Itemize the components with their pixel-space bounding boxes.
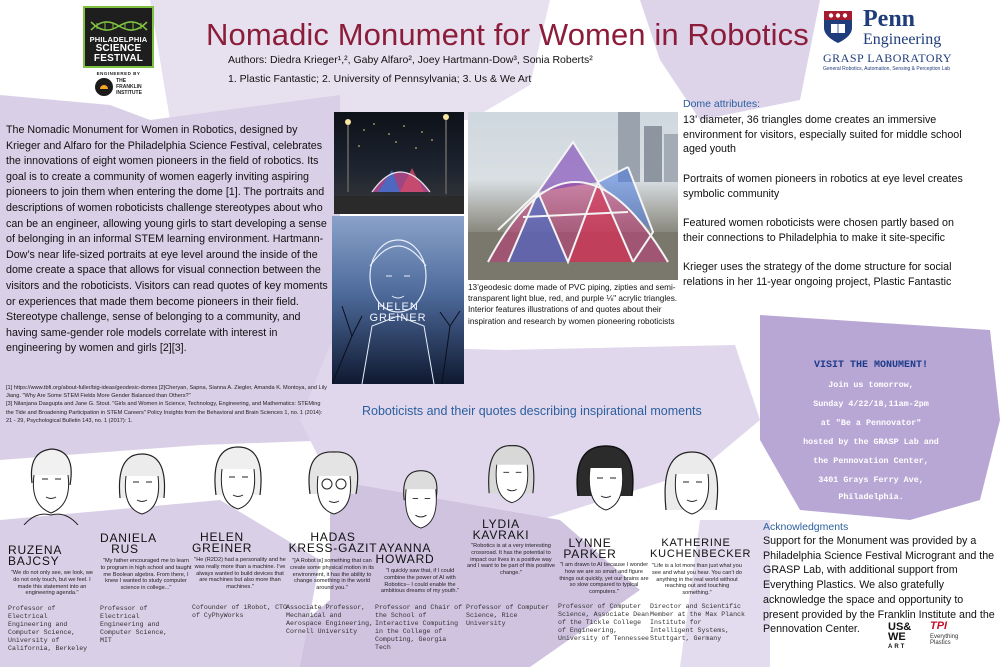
grasp-lab-subtitle: General Robotics, Automation, Sensing & Perception Lab	[823, 66, 951, 72]
parker-portrait-sketch	[572, 444, 638, 524]
penn-engineering-wordmark: Engineering	[863, 31, 942, 48]
visit-line-2: Sunday 4/22/18,11am-2pm	[813, 399, 929, 409]
franklin-line1: THE	[116, 78, 127, 84]
everything-plastics-logo: Everything Plastics	[930, 634, 959, 646]
roboticist-kress-gazit	[286, 448, 378, 667]
roboticist-greiner	[192, 443, 288, 667]
dome-photo-caption: 13’geodesic dome made of PVC piping, zipties and semi-transparent light blue, red, and purple ⅛" acrylic triangles. Interior features illustrations of and quotes about their inspiration and research by women pioneering roboticists	[468, 283, 678, 326]
penn-wordmark: Penn	[863, 6, 916, 32]
engineered-by-label: ENGINEERED BY	[96, 71, 141, 76]
franklin-line2: FRANKLIN	[116, 84, 142, 90]
helen-greiner-portrait-photo	[332, 216, 464, 384]
acknowledgments-text: Support for the Monument was provided by a Philadelphia Science Festival Microgrant and the GRASP Lab, with additional support from Everything Plastics. We also gratefully acknowledge the space and opportunity to present provided by the Franklin Institute and the Pennovation Center.	[763, 535, 995, 636]
bajcsy-last-name: BAJCSY	[8, 554, 60, 568]
parker-last-name: PARKER	[563, 547, 617, 561]
acknowledgments-heading: Acknowledgments	[763, 521, 849, 533]
franklin-sun-icon	[95, 78, 113, 96]
portrait-illustration	[332, 216, 464, 384]
kuchenbecker-quote: "Life is a lot more than just what you see and what you hear. You can’t do anything in the real world without reaching out and touching something."	[652, 563, 742, 597]
visit-line-3: at "Be a Pennovator"	[820, 418, 922, 428]
kress-gazit-first-name: HADAS	[310, 530, 356, 544]
poster-title: Nomadic Monument for Women in Robotics	[206, 17, 809, 52]
greiner-last-name: GREINER	[192, 541, 253, 555]
reference-1: [1] https://www.tbfi.org/about-fuller/big-ideas/geodesic-domes [2]Cheryan, Sapna, Sianna A. Ziegler, Amanda K. Montoya, and Lily Jiang. "Why Are Some STEM Fields More Gender Balanced than Others?"	[6, 385, 327, 400]
references	[6, 384, 328, 425]
dome-attribute-2: Portraits of women pioneers in robotics at eye level creates symbolic community	[683, 172, 963, 200]
roboticist-bajcsy	[8, 445, 98, 667]
dome-night-illustration	[334, 112, 464, 214]
franklin-institute-logo	[83, 78, 154, 96]
kavraki-first-name: LYDIA	[482, 517, 520, 531]
parker-first-name: LYNNE	[568, 536, 612, 550]
visit-announcement	[776, 352, 966, 502]
greiner-portrait-sketch	[204, 443, 270, 523]
intro-paragraph: The Nomadic Monument for Women in Robotics, designed by Krieger and Alfaro for the Philadelphia Science Festival, celebrates the innovations of eight women pioneers in the field of robotics. Its goal is to create a community of women eagerly inviting aspiring pioneers to join them when entering the dome [1]. The portraits and descriptions of women roboticists challenge stereotypes about who can be an engineer, allowing young girls to start developing a sense of belonging in an informal STEM learning environment. Hartmann-Dow’s near life-sized portraits at eye level around the inside of the dome create a space that allows for visual connection between the visitors and the roboticists. Visitors can read quotes of key moments or experiences that made them become pioneers in their field. Stereotype challenge, sense of belonging to a community, and having same-gender role models correlate with interest in engineering by women and girls [2][3].	[6, 124, 328, 355]
kuchenbecker-last-name: KUCHENBECKER	[650, 548, 752, 560]
roboticist-parker	[558, 444, 650, 667]
rus-portrait-sketch	[108, 448, 174, 528]
bajcsy-title: Professor of Electrical Engineering and Computer Science, University of California, Berkeley	[8, 605, 88, 652]
kavraki-quote: "Robotics is at a very interesting crossroad. It has the potential to impact our lives in a positive way and I want to be part of this positive change."	[467, 543, 555, 577]
rus-last-name: RUS	[111, 542, 139, 556]
festival-badge	[83, 6, 154, 68]
bajcsy-quote: "We do not only see, we look, we do not only touch, but we feel. I made this statement into an engineering agenda."	[10, 570, 94, 597]
visit-line-4: hosted by the GRASP Lab and	[803, 437, 939, 447]
portrait-name-line2: GREINER	[369, 312, 427, 324]
rus-first-name: DANIELA	[100, 531, 157, 545]
kavraki-title: Professor of Computer Science, Rice University	[466, 604, 550, 627]
roboticist-rus	[100, 448, 192, 667]
visit-line-1: Join us tomorrow,	[828, 380, 914, 390]
festival-line1: PHILADELPHIA	[89, 35, 148, 44]
dome-attribute-3: Featured women roboticists were chosen partly based on their connections to Philadelphia to make it site-specific	[683, 216, 954, 244]
dome-attribute-1: 13’ diameter, 36 triangles dome creates an immersive environment for visitors, especially suited for middle school aged youth	[683, 114, 962, 156]
greiner-quote: "He (R2D2) had a personality and he was really more than a machine. I’ve always wanted to build devices that are machines but also more than machines."	[194, 557, 286, 591]
howard-last-name: HOWARD	[375, 552, 435, 566]
tpi-logo: TPI	[930, 620, 948, 632]
dome-night-photo	[334, 112, 464, 214]
roboticist-howard	[375, 467, 465, 667]
howard-portrait-sketch	[387, 467, 453, 541]
reference-2: [3] Nilanjana Dasgupta and Jane G. Stout. "Girls and Women in Science, Technology, Engineering, and Mathematics: STEMing the Tide and Broadening Participation in STEM Careers" Policy Insights from the Behavioral and Brain Sciences 1, no. 1 (2014): 21 - 29, Psychological Bulletin 143, no. 1 (2017): 1.	[6, 401, 323, 424]
parker-quote: "I am drawn to AI because I wonder how we are so smart and figure things out quickly, yet our brains are so slow compared to typical computers."	[559, 562, 649, 596]
franklin-line3: INSTITUTE	[116, 90, 142, 96]
us-and-we-art-logo: US& WE ART	[888, 621, 912, 650]
kavraki-portrait-sketch	[478, 440, 544, 516]
howard-first-name: AYANNA	[378, 541, 432, 555]
howard-quote: "I quickly saw that, if I could combine the power of AI with Robotics-- I could enable the ambitious dreams of my youth."	[380, 568, 460, 595]
kuchenbecker-title: Director and Scientific Member at the Max Planck Institute for Intelligent Systems, Stuttgart, Germany	[650, 603, 745, 642]
philadelphia-science-festival-logo	[83, 6, 154, 104]
parker-title: Professor of Computer Science, Associate Dean of the Tickle College of Engineering, University of Tennessee	[558, 603, 650, 642]
kress-gazit-quote: "[A Robot is] something that can create some physical motion in its environment, it has the ability to change something in the world around you."	[290, 558, 374, 592]
kavraki-last-name: KAVRAKI	[472, 528, 530, 542]
howard-title: Professor and Chair of the School of Interactive Computing in the College of Computing, Georgia Tech	[375, 604, 463, 651]
portrait-name-line1: HELEN	[377, 301, 419, 313]
dome-day-photo	[468, 112, 678, 280]
dome-day-illustration	[468, 112, 678, 280]
dome-attribute-4: Krieger uses the strategy of the dome structure for social relations in her 11-year ongoing project, Plastic Fantastic	[683, 260, 952, 288]
visit-line-5: the Pennovation Center,	[813, 456, 929, 466]
grasp-lab-wordmark: GRASP LABORATORY	[823, 51, 953, 65]
visit-title: VISIT THE MONUMENT!	[813, 360, 929, 371]
rus-title: Professor of Electrical Engineering and Computer Science, MIT	[100, 605, 168, 644]
kress-gazit-portrait-sketch	[300, 448, 366, 528]
dome-attributes-list	[683, 113, 973, 304]
visit-line-7: Philadelphia.	[838, 492, 904, 502]
bajcsy-first-name: RUZENA	[8, 543, 63, 557]
festival-line2: SCIENCE	[95, 43, 142, 54]
roboticist-kavraki	[466, 440, 556, 667]
visit-line-6: 3401 Grays Ferry Ave,	[818, 475, 924, 485]
roboticist-kuchenbecker	[650, 448, 750, 667]
dna-icon	[89, 18, 149, 34]
affiliations: 1. Plastic Fantastic; 2. University of Pennsylvania; 3. Us & We Art	[228, 73, 532, 85]
bajcsy-portrait-sketch	[18, 445, 84, 525]
kuchenbecker-first-name: KATHERINE	[661, 537, 731, 549]
roboticists-heading: Roboticists and their quotes describing inspirational moments	[362, 404, 702, 418]
rus-quote: "My father encouraged me to learn to program in high school and taught me Boolean algebra. From there, I knew I wanted to study computer science in college..."	[100, 558, 192, 592]
kress-gazit-title: Associate Professor, Mechanical and Aerospace Engineering, Cornell University	[286, 604, 374, 635]
kress-gazit-last-name: KRESS-GAZIT	[288, 541, 378, 555]
greiner-title: Cofounder of iRobot, CTO of CyPhyWorks	[192, 604, 287, 619]
dome-attributes-heading: Dome attributes:	[683, 98, 761, 110]
authors: Authors: Diedra Krieger¹,², Gaby Alfaro², Joey Hartmann-Dow³, Sonia Roberts²	[228, 54, 593, 66]
greiner-first-name: HELEN	[199, 530, 244, 544]
kuchenbecker-portrait-sketch	[658, 448, 724, 528]
festival-line3: FESTIVAL	[93, 53, 144, 64]
penn-shield-icon	[823, 10, 853, 44]
